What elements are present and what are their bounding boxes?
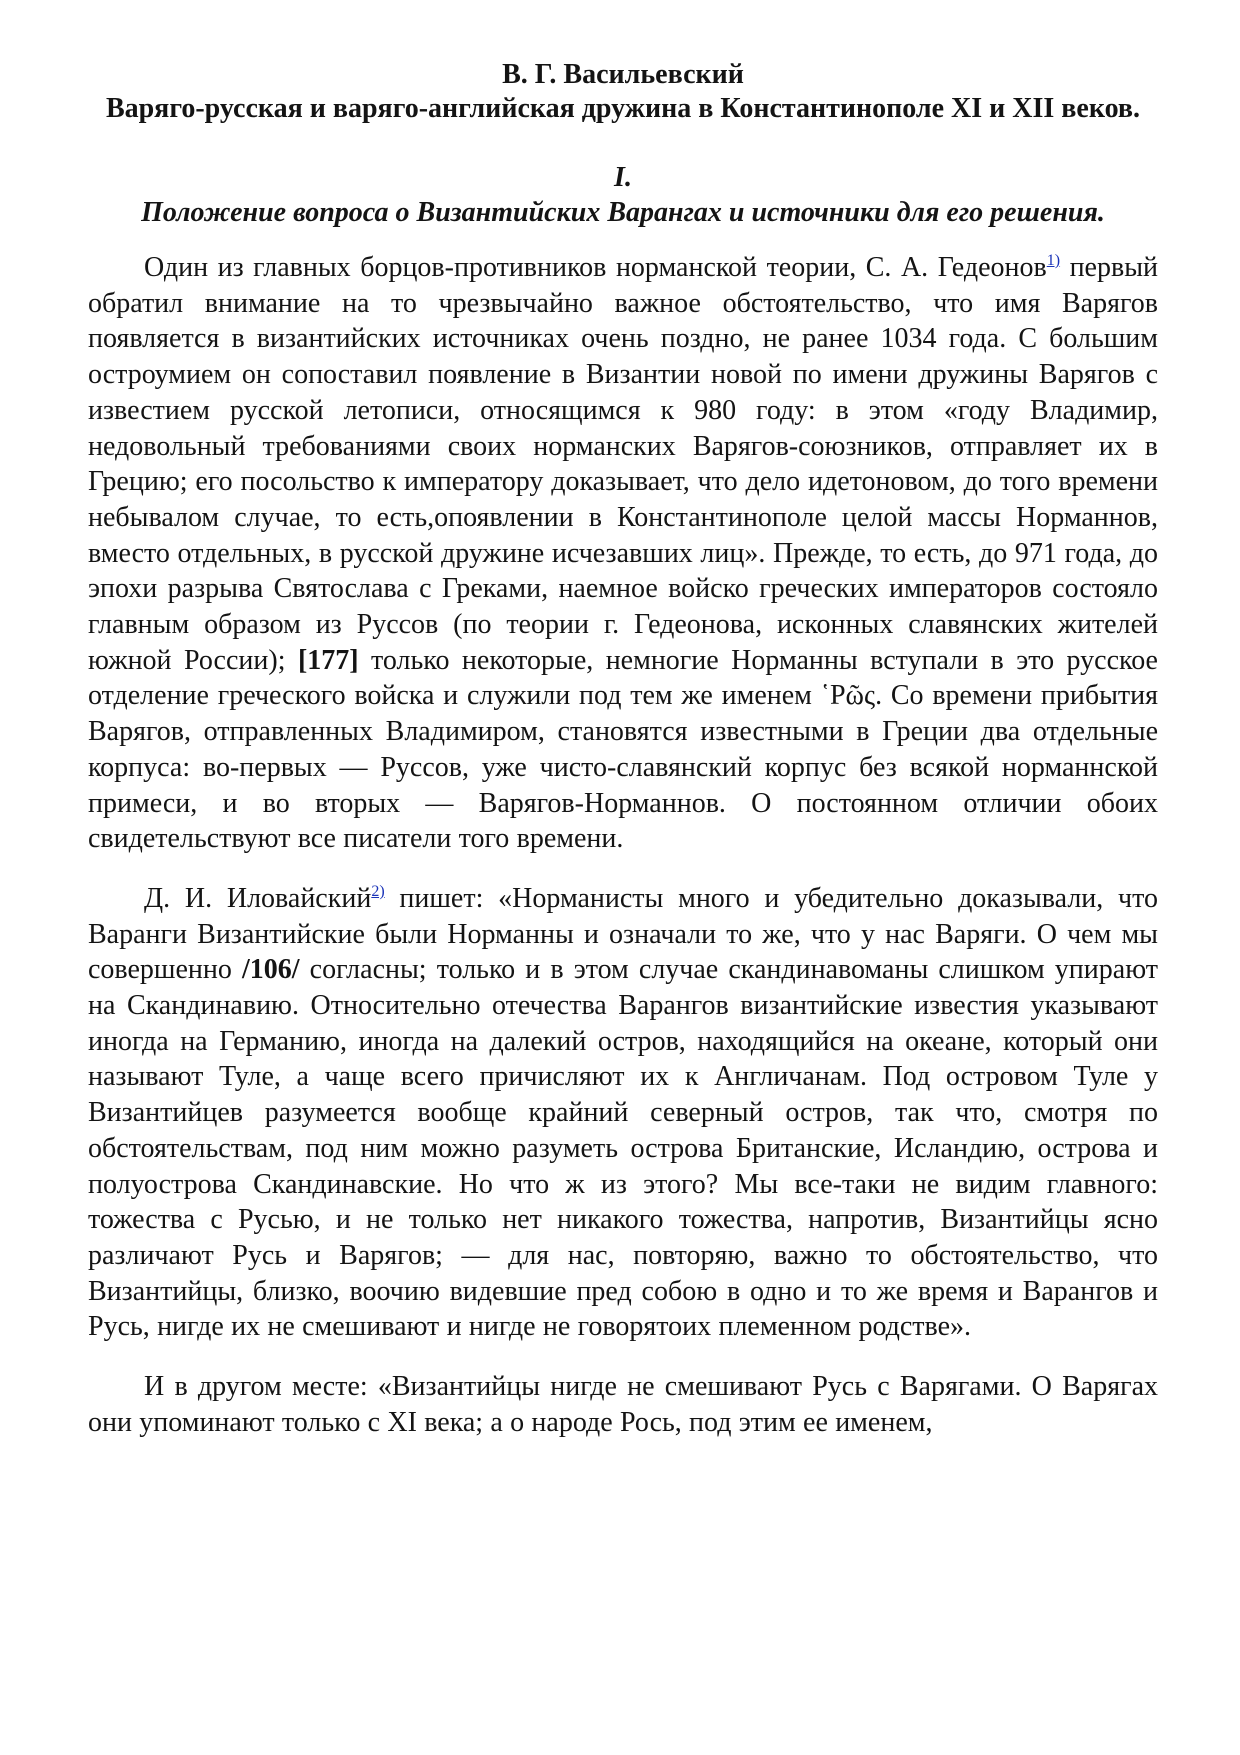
paragraph-2-text-a: Д. И. Иловайский: [144, 882, 372, 914]
paragraph-2-text-b: пишет: «Норманисты много и убедительно доказывали, что Варанги Византийские были Норманны и означали то же, что у нас Варяги. О чем мы совершенно: [88, 882, 1158, 986]
page-marker-177: [177]: [297, 644, 359, 676]
document-title: Варяго-русская и варяго-английская дружина в Константинополе XI и XII веков.: [105, 93, 1141, 124]
paragraph-1-text-c: только некоторые, немногие Норманны вступали в это русское отделение греческого войска и служили под тем же именем ῾Ρῶς. Со времени прибытия Варягов, отправленных Владимиром, становятся известными в Греции два отдельные корпуса: во-первых — Руссов, уже чисто-славянский корпус без всякой норманнской примеси, и во вторых — Варягов-Норманнов. О постоянном отличии обоих свидетельствуют все писатели того времени.: [88, 644, 1158, 855]
paragraph-1-text-a: Один из главных борцов-противников норманской теории, С. А. Гедеонов: [144, 252, 1047, 283]
footnote-link-1[interactable]: 1): [1046, 252, 1061, 269]
paragraph-1: [88, 250, 1158, 857]
paragraph-1-text-b: первый обратил внимание на то чрезвычайно важное обстоятельство, что имя Варягов появляется в византийских источниках очень поздно, не ранее 1034 года. С большим остроумием он сопоставил появление в Византии новой по имени дружины Варягов с известием русской летописи, относящимся к 980 году: в этом «году Владимир, недовольный требованиями своих норманских Варягов-союзников, отправляет их в Грецию; его посольство к императору доказывает, что дело идетоновом, до того времени небывалом случае, то есть,опоявлении в Константинополе целой массы Норманнов, вместо отдельных, в русской дружине исчезавших лиц». Прежде, то есть, до 971 года, до эпохи разрыва Святослава с Греками, наемное войско греческих императоров состояло главным образом из Руссов (по теории г. Гедеонова, исконных славянских жителей южной России);: [88, 252, 1158, 676]
paragraph-2-text-c: согласны; только и в этом случае скандинавоманы слишком упирают на Скандинавию. Относительно отечества Варангов византийские известия указывают иногда на Германию, иногда на далекий остров, находящийся на океане, который они называют Туле, а чаще всего причисляют их к Англичанам. Под островом Туле у Византийцев разумеется вообще крайний северный остров, так что, смотря по обстоятельствам, под ним можно разуметь острова Британские, Исландию, острова и полуострова Скандинавские. Но что ж из этого? Мы все-таки не видим главного: тожества с Русью, и не только нет никакого тожества, напротив, Византийцы ясно различают Русь и Варягов; — для нас, повторяю, важно то обстоятельство, что Византийцы, близко, воочию видевшие пред собою в одно и то же время и Варангов и Русь, нигде их не смешивают и нигде не говорятоих племенном родстве».: [88, 954, 1158, 1343]
page-marker-106: /106/: [242, 954, 300, 986]
document-author: В. Г. Васильевский: [502, 59, 744, 90]
section-number: I.: [614, 162, 632, 193]
paragraph-3: [88, 1369, 1158, 1440]
paragraph-2: [88, 881, 1158, 1345]
footnote-link-2[interactable]: 2): [371, 882, 385, 900]
section-title: Положение вопроса о Византийских Варангах и источники для его решения.: [141, 197, 1105, 228]
paragraph-3-text: И в другом месте: «Византийцы нигде не смешивают Русь с Варягами. О Варягах они упоминают только с XI века; а о народе Рось, под этим ее именем,: [88, 1371, 1158, 1438]
